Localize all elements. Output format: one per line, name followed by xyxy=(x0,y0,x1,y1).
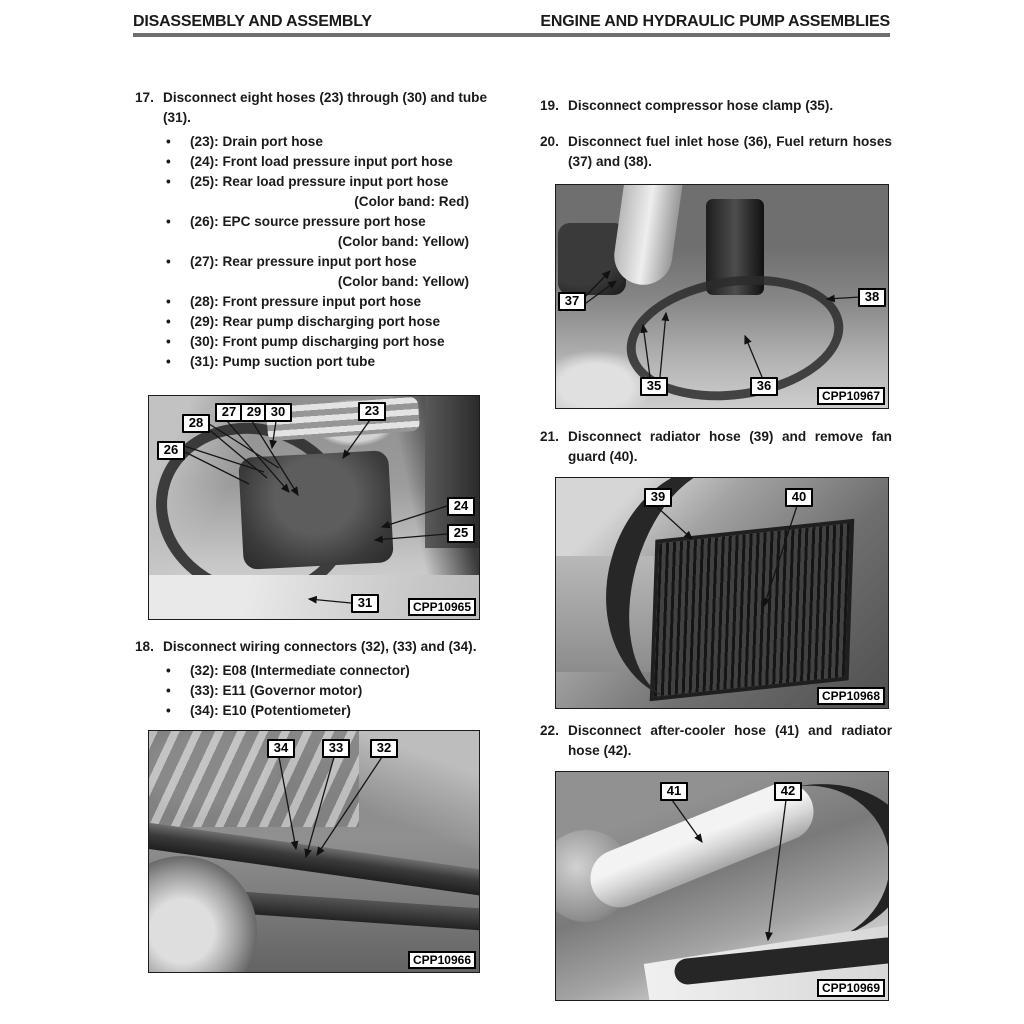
step-text: Disconnect fuel inlet hose (36), Fuel return hoses (37) and (38). xyxy=(568,134,892,169)
step-text: Disconnect eight hoses (23) through (30) and tube (31). xyxy=(163,90,488,125)
callout-label: 29 xyxy=(246,404,262,419)
callout-38 xyxy=(858,288,886,307)
callout-32 xyxy=(370,739,398,758)
bullet-item xyxy=(135,152,487,172)
callout-label: 30 xyxy=(270,404,286,419)
callout-label: 23 xyxy=(364,403,380,418)
bullet-text: (24): Front load pressure input port hose xyxy=(190,154,453,169)
callout-label: 37 xyxy=(564,293,580,308)
callout-39 xyxy=(644,488,672,507)
photo-id-label: CPP10966 xyxy=(408,951,476,969)
photo-id-label: CPP10967 xyxy=(817,387,885,405)
bullet-item xyxy=(135,212,487,252)
bullet-text: (28): Front pressure input port hose xyxy=(190,294,422,309)
callout-25 xyxy=(447,524,475,543)
bullet-item xyxy=(135,332,487,352)
figure-cpp10968 xyxy=(555,477,889,709)
step-text: Disconnect after-cooler hose (41) and radiator hose (42). xyxy=(568,723,892,758)
callout-30 xyxy=(264,403,292,422)
step-number: 20. xyxy=(540,134,559,149)
bullet-item xyxy=(135,352,487,372)
step-21 xyxy=(540,427,892,467)
step-number: 18. xyxy=(135,639,154,654)
callout-label: 28 xyxy=(188,415,204,430)
step-18-bullet-list xyxy=(135,661,487,721)
left-column xyxy=(135,88,487,973)
figure-cpp10965 xyxy=(148,395,480,620)
step-20 xyxy=(540,132,892,172)
step-19 xyxy=(540,96,892,116)
callout-33 xyxy=(322,739,350,758)
header-rule xyxy=(133,33,890,37)
bullet-item xyxy=(135,132,487,152)
bullet-text: (32): E08 (Intermediate connector) xyxy=(190,663,410,678)
bullet-text: (23): Drain port hose xyxy=(190,134,323,149)
photo-id-label: CPP10969 xyxy=(817,979,885,997)
callout-26 xyxy=(157,441,185,460)
bullet-item xyxy=(135,681,487,701)
figure-cpp10969 xyxy=(555,771,889,1001)
callout-37 xyxy=(558,292,586,311)
callout-40 xyxy=(785,488,813,507)
bullet-text: (25): Rear load pressure input port hose xyxy=(190,174,449,189)
bullet-text: (31): Pump suction port tube xyxy=(190,354,376,369)
step-18 xyxy=(135,637,487,657)
bullet-text: (33): E11 (Governor motor) xyxy=(190,683,363,698)
bullet-item xyxy=(135,701,487,721)
step-22 xyxy=(540,721,892,761)
bullet-note: (Color band: Red) xyxy=(354,194,469,209)
callout-label: 24 xyxy=(453,498,469,513)
header-section-title: DISASSEMBLY AND ASSEMBLY xyxy=(133,13,372,30)
bullet-item xyxy=(135,312,487,332)
callout-label: 25 xyxy=(453,525,469,540)
callout-27 xyxy=(215,403,243,422)
callout-31 xyxy=(351,594,379,613)
figure-cpp10967 xyxy=(555,184,889,409)
bullet-item xyxy=(135,661,487,681)
bullet-item xyxy=(135,172,487,212)
bullet-item xyxy=(135,252,487,292)
step-number: 22. xyxy=(540,723,559,738)
callout-label: 34 xyxy=(273,740,289,755)
bullet-note: (Color band: Yellow) xyxy=(337,234,469,249)
callout-36 xyxy=(750,377,778,396)
bullet-text: (29): Rear pump discharging port hose xyxy=(190,314,441,329)
callout-34 xyxy=(267,739,295,758)
callout-28 xyxy=(182,414,210,433)
callout-label: 26 xyxy=(163,442,179,457)
callout-label: 42 xyxy=(780,783,796,798)
callout-23 xyxy=(358,402,386,421)
bullet-text: (30): Front pump discharging port hose xyxy=(190,334,445,349)
step-17 xyxy=(135,88,487,128)
step-17-bullet-list xyxy=(135,132,487,372)
bullet-note: (Color band: Yellow) xyxy=(337,274,469,289)
callout-label: 40 xyxy=(791,489,807,504)
leader-lines xyxy=(149,731,479,972)
step-number: 19. xyxy=(540,98,559,113)
right-column xyxy=(540,88,892,1001)
leader-lines xyxy=(556,185,888,408)
page-header xyxy=(133,13,890,31)
callout-35 xyxy=(640,377,668,396)
photo-id-label: CPP10968 xyxy=(817,687,885,705)
callout-24 xyxy=(447,497,475,516)
callout-42 xyxy=(774,782,802,801)
leader-lines xyxy=(556,478,888,708)
callout-label: 36 xyxy=(756,378,772,393)
callout-label: 35 xyxy=(646,378,662,393)
leader-lines xyxy=(556,772,888,1000)
photo-id-label: CPP10965 xyxy=(408,598,476,616)
step-number: 17. xyxy=(135,90,154,105)
step-text: Disconnect radiator hose (39) and remove fan guard (40). xyxy=(568,429,892,464)
bullet-item xyxy=(135,292,487,312)
callout-label: 39 xyxy=(650,489,666,504)
step-number: 21. xyxy=(540,429,559,444)
step-text: Disconnect compressor hose clamp (35). xyxy=(568,98,834,113)
callout-label: 38 xyxy=(864,289,880,304)
callout-label: 33 xyxy=(328,740,344,755)
callout-label: 32 xyxy=(376,740,392,755)
bullet-text: (26): EPC source pressure port hose xyxy=(190,214,426,229)
callout-label: 41 xyxy=(666,783,682,798)
figure-cpp10966 xyxy=(148,730,480,973)
step-text: Disconnect wiring connectors (32), (33) and (34). xyxy=(163,639,477,654)
callout-label: 27 xyxy=(221,404,237,419)
callout-41 xyxy=(660,782,688,801)
header-chapter-title: ENGINE AND HYDRAULIC PUMP ASSEMBLIES xyxy=(540,13,890,30)
bullet-text: (34): E10 (Potentiometer) xyxy=(190,703,351,718)
callout-label: 31 xyxy=(357,595,373,610)
bullet-text: (27): Rear pressure input port hose xyxy=(190,254,417,269)
